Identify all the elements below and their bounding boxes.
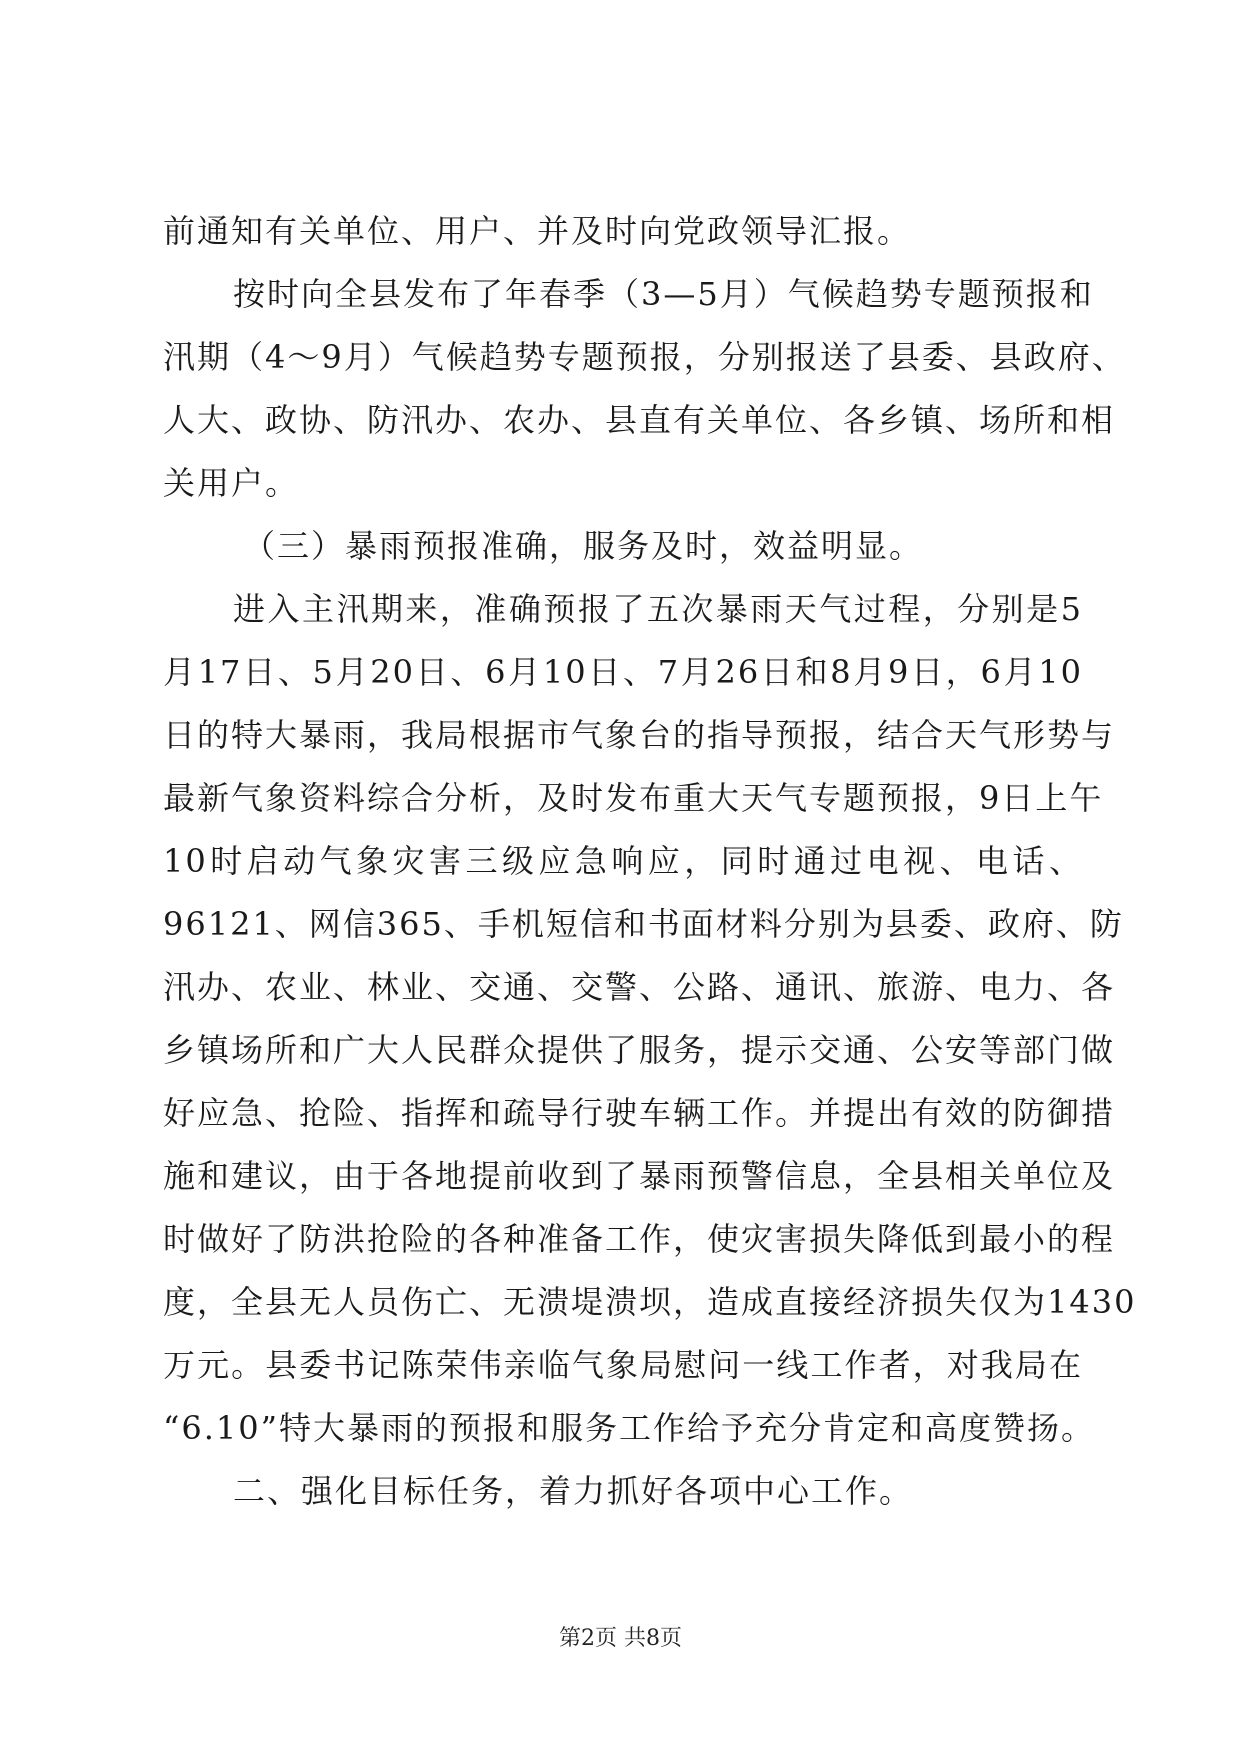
- page-footer: 第2页 共8页: [559, 1626, 682, 1651]
- text-line: 时做好了防洪抢险的各种准备工作，使灾害损失降低到最小的程: [163, 1220, 1116, 1258]
- text-line: 施和建议，由于各地提前收到了暴雨预警信息，全县相关单位及: [163, 1157, 1116, 1195]
- text-line: 汛办、农业、林业、交通、交警、公路、通讯、旅游、电力、各: [163, 968, 1116, 1006]
- text-line: 好应急、抢险、指挥和疏导行驶车辆工作。并提出有效的防御措: [163, 1094, 1116, 1132]
- text-line: 96121、网信365、手机短信和书面材料分别为县委、政府、防: [163, 905, 1124, 943]
- text-line: 度，全县无人员伤亡、无溃堤溃坝，造成直接经济损失仅为1430: [163, 1283, 1137, 1321]
- text-line: 10时启动气象灾害三级应急响应，同时通过电视、电话、: [163, 842, 1083, 880]
- text-line: 日的特大暴雨，我局根据市气象台的指导预报，结合天气形势与: [163, 716, 1116, 754]
- text-line: 万元。县委书记陈荣伟亲临气象局慰问一线工作者，对我局在: [163, 1346, 1083, 1384]
- text-line: 汛期（4～9月）气候趋势专题预报，分别报送了县委、县政府、: [163, 338, 1126, 376]
- section-heading: 二、强化目标任务，着力抓好各项中心工作。: [233, 1472, 914, 1510]
- text-line: “6.10”特大暴雨的预报和服务工作给予充分肯定和高度赞扬。: [163, 1409, 1095, 1447]
- text-line: 进入主汛期来，准确预报了五次暴雨天气过程，分别是5: [233, 590, 1083, 628]
- body-text: [163, 200, 1137, 1523]
- text-line: 乡镇场所和广大人民群众提供了服务，提示交通、公安等部门做: [163, 1031, 1116, 1069]
- text-line: 关用户。: [163, 464, 300, 502]
- text-line: 人大、政协、防汛办、农办、县直有关单位、各乡镇、场所和相: [163, 401, 1116, 439]
- section-heading: （三）暴雨预报准确，服务及时，效益明显。: [243, 527, 924, 565]
- text-line: 前通知有关单位、用户、并及时向党政领导汇报。: [163, 212, 912, 250]
- text-line: 月17日、5月20日、6月10日、7月26日和8月9日，6月10: [163, 653, 1083, 691]
- text-line: 最新气象资料综合分析，及时发布重大天气专题预报，9日上午: [163, 779, 1104, 817]
- text-line: 按时向全县发布了年春季（3—5月）气候趋势专题预报和: [233, 275, 1094, 313]
